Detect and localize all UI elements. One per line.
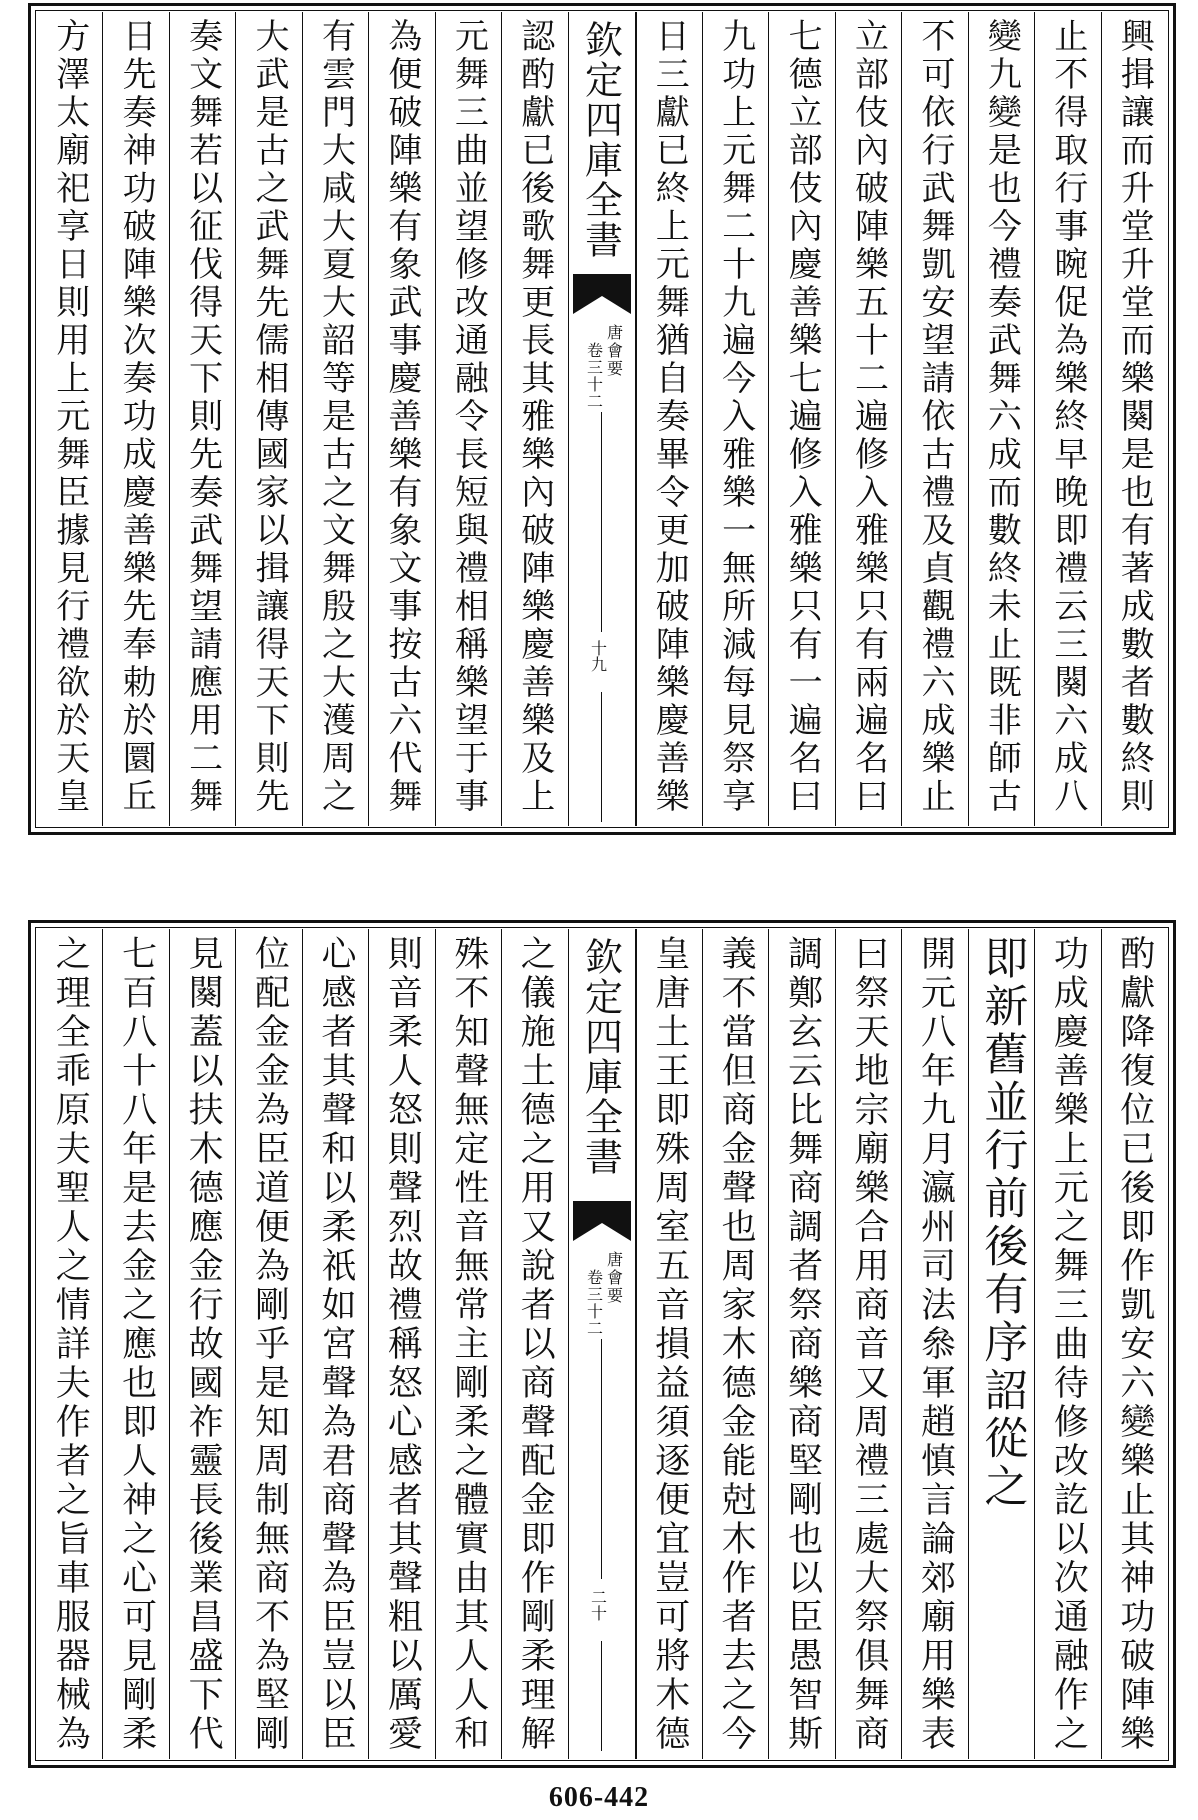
text-column: 九功上元舞二十九遍今入雅樂一無所減每見祭享 xyxy=(702,12,768,826)
book-title: 唐會要 xyxy=(604,324,624,378)
text-column: 奏文舞若以征伐得天下則先奏武舞望請應用二舞 xyxy=(169,12,235,826)
text-column: 七德立部伎內慶善樂七遍修入雅樂只有一遍名曰 xyxy=(768,12,834,826)
fold-line xyxy=(601,1339,602,1579)
fishtail-icon xyxy=(573,274,631,314)
bottom-page xyxy=(28,920,1176,1768)
page-number: 十九 xyxy=(588,640,608,672)
top-page xyxy=(28,3,1176,835)
juan-number: 卷三十二 xyxy=(584,342,604,410)
fishtail-icon xyxy=(573,1201,631,1241)
fold-line xyxy=(601,412,602,632)
text-column: 則音柔人怒則聲烈故禮稱怒心感者其聲粗以厲愛 xyxy=(368,929,434,1759)
text-column: 曰祭天地宗廟樂合用商音又周禮三處大祭俱舞商 xyxy=(835,929,901,1759)
text-column: 之理全乖原夫聖人之情詳夫作者之旨車服器械為 xyxy=(50,935,91,1754)
text-column: 調鄭玄云比舞商調者祭商樂商堅剛也以臣愚智斯 xyxy=(768,929,834,1759)
text-column: 止不得取行事晼促為樂終早晚即禮云三闋六成八 xyxy=(1034,12,1100,826)
text-column: 即新舊並行前後有序詔從之 xyxy=(968,929,1034,1759)
text-column: 殊不知聲無定性音無常主剛柔之體實由其人人和 xyxy=(435,929,501,1759)
text-column: 心感者其聲和以柔祇如宮聲為君商聲為臣豈以臣 xyxy=(302,929,368,1759)
fold-column xyxy=(568,12,636,826)
fold-column xyxy=(568,929,636,1759)
text-column: 日三獻已終上元舞猶自奏畢令更加破陣樂慶善樂 xyxy=(636,12,702,826)
top-page-columns xyxy=(37,12,1167,826)
page-number: 二十 xyxy=(588,1589,608,1621)
text-column: 大武是古之武舞先儒相傳國家以揖讓得天下則先 xyxy=(235,12,301,826)
text-column: 興揖讓而升堂升堂而樂闋是也有著成數者數終則 xyxy=(1101,12,1167,826)
collection-title: 欽定四庫全書 xyxy=(578,20,623,260)
text-column: 位配金金為臣道便為剛乎是知周制無商不為堅剛 xyxy=(235,929,301,1759)
text-column: 之儀施土德之用又說者以商聲配金即作剛柔理解 xyxy=(501,929,567,1759)
juan-number: 卷三十二 xyxy=(584,1269,604,1337)
collection-title: 欽定四庫全書 xyxy=(578,937,623,1177)
page-code: 606-442 xyxy=(548,1782,650,1813)
text-column: 認酌獻已後歌舞更長其雅樂內破陣樂慶善樂及上 xyxy=(501,12,567,826)
text-column: 立部伎內破陣樂五十二遍修入雅樂只有兩遍名曰 xyxy=(835,12,901,826)
text-column: 日先奏神功破陣樂次奏功成慶善樂先奉勅於圜丘 xyxy=(102,12,168,826)
text-column: 皇唐土王即殊周室五音損益須逐便宜豈可將木德 xyxy=(636,929,702,1759)
bottom-page-columns xyxy=(37,929,1167,1759)
text-column: 不可依行武舞凱安望請依古禮及貞觀禮六成樂止 xyxy=(901,12,967,826)
text-column: 有雲門大咸大夏大韶等是古之文舞殷之大濩周之 xyxy=(302,12,368,826)
text-column: 酌獻降復位已後即作凱安六變樂止其神功破陣樂 xyxy=(1101,929,1167,1759)
text-column: 變九變是也今禮奏武舞六成而數終未止既非師古 xyxy=(968,12,1034,826)
text-column: 為便破陣樂有象武事慶善樂有象文事按古六代舞 xyxy=(368,12,434,826)
text-column: 方澤太廟祀享日則用上元舞臣據見行禮欲於天皇 xyxy=(49,18,90,816)
text-column: 開元八年九月瀛州司法叅軍趙慎言論郊廟用樂表 xyxy=(901,929,967,1759)
text-column: 義不當但商金聲也周家木德金能尅木作者去之今 xyxy=(702,929,768,1759)
text-column: 功成慶善樂上元之舞三曲待修改訖以次通融作之 xyxy=(1034,929,1100,1759)
text-column: 七百八十八年是去金之應也即人神之心可見剛柔 xyxy=(102,929,168,1759)
book-title: 唐會要 xyxy=(604,1251,624,1305)
fold-line xyxy=(601,1641,602,1751)
fold-line xyxy=(601,692,602,822)
text-column: 見闋蓋以扶木德應金行故國祚靈長後業昌盛下代 xyxy=(169,929,235,1759)
text-column: 元舞三曲並望修改通融令長短與禮相稱樂望于事 xyxy=(435,12,501,826)
